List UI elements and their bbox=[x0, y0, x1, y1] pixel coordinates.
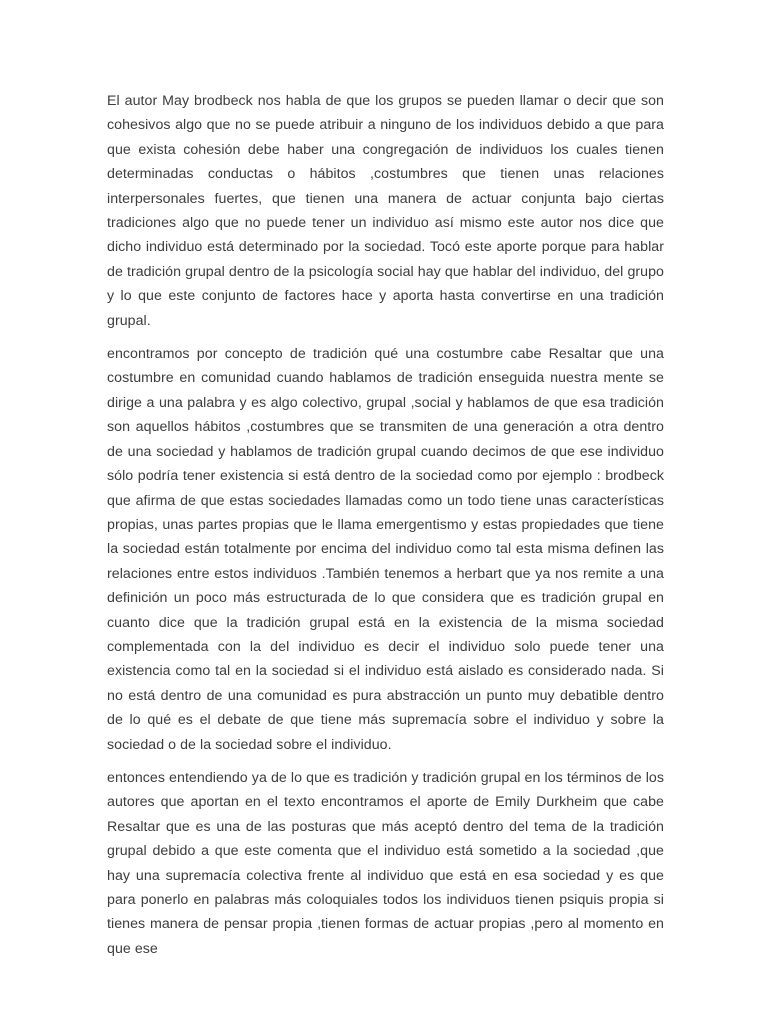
paragraph-tradicion-concepto: encontramos por concepto de tradición qué una costumbre cabe Resaltar que una costumbre en comunidad cuando hablamos de tradición enseguida nuestra mente se dirige a una palabra y es algo colectivo, grupal ,social y hablamos de que esa tradición son aquellos hábitos ,costumbres que se transmiten de una generación a otra dentro de una sociedad y hablamos de tradición grupal cuando decimos de que ese individuo sólo podría tener existencia si está dentro de la sociedad como por ejemplo : brodbeck que afirma de que estas sociedades llamadas como un todo tiene unas características propias, unas partes propias que le llama emergentismo y estas propiedades que tiene la sociedad están totalmente por encima del individuo como tal esta misma definen las relaciones entre estos individuos .También tenemos a herbart que ya nos remite a una definición un poco más estructurada de lo que considera que es tradición grupal en cuanto dice que la tradición grupal está en la existencia de la misma sociedad complementada con la del individuo es decir el individuo solo puede tener una existencia como tal en la sociedad si el individuo está aislado es considerado nada. Si no está dentro de una comunidad es pura abstracción un punto muy debatible dentro de lo qué es el debate de que tiene más supremacía sobre el individuo y sobre la sociedad o de la sociedad sobre el individuo. bbox=[107, 346, 664, 753]
paragraph-durkheim: entonces entendiendo ya de lo que es tradición y tradición grupal en los términos de los autores que aportan en el texto encontramos el aporte de Emily Durkheim que cabe Resaltar que es una de las posturas que más aceptó dentro del tema de la tradición grupal debido a que este comenta que el individuo está sometido a la sociedad ,que hay una supremacía colectiva frente al individuo que está en esa sociedad y es que para ponerlo en palabras más coloquiales todos los individuos tienen psiquis propia si tienes manera de pensar propia ,tienen formas de actuar propias ,pero al momento en que ese bbox=[107, 769, 664, 957]
paragraph-brodbeck: El autor May brodbeck nos habla de que los grupos se pueden llamar o decir que son cohesivos algo que no se puede atribuir a ninguno de los individuos debido a que para que exista cohesión debe haber una congregación de individuos los cuales tienen determinadas conductas o hábitos ,costumbres que tienen unas relaciones interpersonales fuertes, que tienen una manera de actuar conjunta bajo ciertas tradiciones algo que no puede tener un individuo así mismo este autor nos dice que dicho individuo está determinado por la sociedad. Tocó este aporte porque para hablar de tradición grupal dentro de la psicología social hay que hablar del individuo, del grupo y lo que este conjunto de factores hace y aporta hasta convertirse en una tradición grupal. bbox=[107, 93, 664, 329]
